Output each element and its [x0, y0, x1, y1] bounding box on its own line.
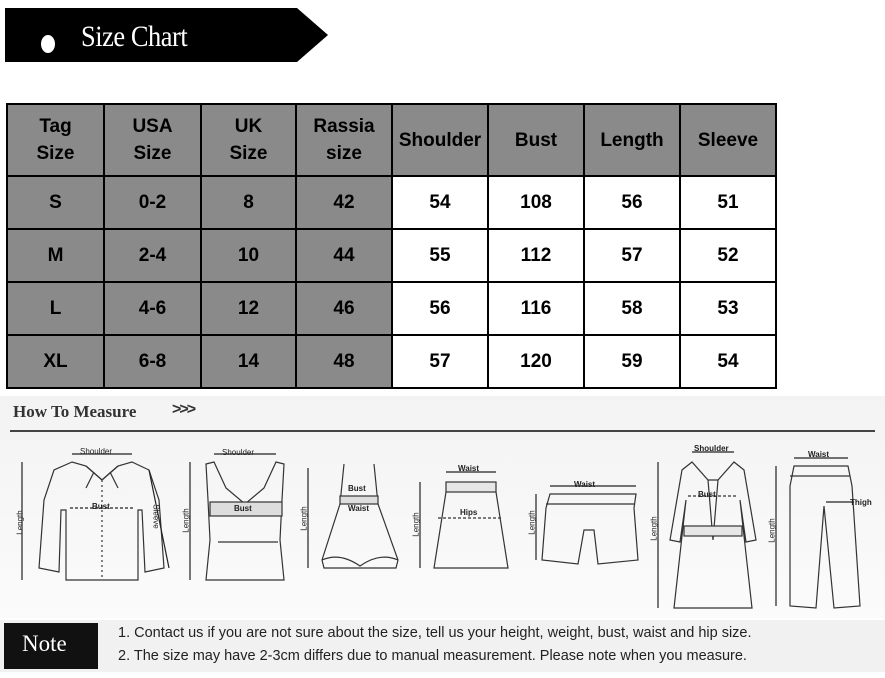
table-cell: 56 — [392, 282, 488, 335]
thigh-label: Thigh — [850, 498, 872, 507]
table-cell: 120 — [488, 335, 584, 388]
tank-top-icon — [178, 440, 288, 590]
table-cell: 4-6 — [104, 282, 201, 335]
shoulder-label: Shoulder — [80, 447, 113, 456]
header-cell-length: Length — [584, 104, 680, 176]
table-cell: 57 — [392, 335, 488, 388]
note-tab — [4, 623, 98, 669]
length-label: Length — [411, 512, 421, 537]
dress-icon — [300, 460, 405, 575]
length-label: Length — [649, 516, 659, 541]
table-cell: 10 — [201, 229, 296, 282]
table-cell: 53 — [680, 282, 776, 335]
tank-top-diagram — [178, 440, 288, 590]
length-label: Length — [767, 518, 777, 543]
table-cell: 116 — [488, 282, 584, 335]
page-title: Size Chart — [81, 20, 188, 53]
trousers-icon — [768, 446, 880, 616]
table-cell: 6-8 — [104, 335, 201, 388]
header-cell-uk-size — [201, 104, 296, 176]
header-text: size — [326, 143, 362, 164]
hips-label: Hips — [460, 508, 478, 517]
table-cell: 52 — [680, 229, 776, 282]
table-cell: 48 — [296, 335, 392, 388]
length-label: Length — [15, 510, 25, 535]
header-text: Size — [229, 143, 268, 164]
header-cell-sleeve: Sleeve — [680, 104, 776, 176]
size-table — [6, 103, 777, 389]
shoulder-label: Shoulder — [222, 448, 255, 457]
note-label: Note — [22, 631, 67, 656]
waist-label: Waist — [458, 464, 480, 473]
section-divider — [10, 430, 875, 432]
length-label: Length — [181, 508, 191, 533]
table-cell: 59 — [584, 335, 680, 388]
header-cell-usa-size — [104, 104, 201, 176]
table-header-row — [7, 104, 776, 176]
waist-label: Waist — [574, 480, 596, 489]
header-text: UK — [234, 116, 263, 137]
coat-diagram — [650, 440, 760, 615]
bust-label: Bust — [234, 504, 252, 513]
bust-label: Bust — [698, 490, 716, 499]
table-cell: 42 — [296, 176, 392, 229]
waist-label: Waist — [348, 504, 370, 513]
table-cell: 44 — [296, 229, 392, 282]
table-row — [7, 176, 776, 229]
bust-label: Bust — [348, 484, 366, 493]
table-cell: 58 — [584, 282, 680, 335]
table-cell: L — [7, 282, 104, 335]
header-cell-bust: Bust — [488, 104, 584, 176]
table-cell: 0-2 — [104, 176, 201, 229]
dress-diagram — [300, 460, 405, 575]
table-cell: 54 — [680, 335, 776, 388]
length-label: Length — [299, 506, 309, 531]
header-text: Rassia — [313, 116, 375, 137]
table-cell: S — [7, 176, 104, 229]
header-cell-rassia-size — [296, 104, 392, 176]
table-cell: 46 — [296, 282, 392, 335]
table-cell: 12 — [201, 282, 296, 335]
skirt-diagram — [412, 460, 512, 575]
note-line-1: 1. Contact us if you are not sure about the size, tell us your height, weight, bust, waist and hip size. — [118, 625, 752, 641]
size-chart-banner — [5, 8, 328, 62]
header-text: USA — [132, 116, 173, 137]
trousers-diagram — [768, 446, 880, 616]
table-row — [7, 229, 776, 282]
triple-chevron-icon: >>> — [172, 401, 195, 418]
table-cell: 55 — [392, 229, 488, 282]
waist-label: Waist — [808, 450, 830, 459]
table-cell: 14 — [201, 335, 296, 388]
shoulder-label: Shoulder — [694, 444, 729, 453]
table-cell: 8 — [201, 176, 296, 229]
table-cell: 112 — [488, 229, 584, 282]
bullet-dot-icon — [41, 35, 55, 53]
table-row — [7, 335, 776, 388]
blouse-icon — [14, 440, 174, 590]
length-label: Length — [527, 510, 537, 535]
header-cell-tag-size — [7, 104, 104, 176]
table-cell: M — [7, 229, 104, 282]
table-cell: 108 — [488, 176, 584, 229]
how-to-measure-title: How To Measure — [13, 402, 137, 421]
table-cell: 57 — [584, 229, 680, 282]
table-cell: 56 — [584, 176, 680, 229]
bust-label: Bust — [92, 502, 110, 511]
header-cell-shoulder: Shoulder — [392, 104, 488, 176]
coat-icon — [650, 440, 760, 615]
table-cell: XL — [7, 335, 104, 388]
shorts-diagram — [528, 474, 640, 569]
skirt-icon — [412, 460, 512, 575]
table-cell: 54 — [392, 176, 488, 229]
table-cell: 51 — [680, 176, 776, 229]
sleeve-label: Sleeve — [151, 504, 161, 529]
blouse-diagram — [14, 440, 174, 590]
header-text: Size — [133, 143, 172, 164]
header-text: Tag — [39, 116, 72, 137]
header-text: Size — [36, 143, 75, 164]
table-row — [7, 282, 776, 335]
note-line-2: 2. The size may have 2-3cm differs due to manual measurement. Please note when you measure. — [118, 648, 747, 664]
table-cell: 2-4 — [104, 229, 201, 282]
